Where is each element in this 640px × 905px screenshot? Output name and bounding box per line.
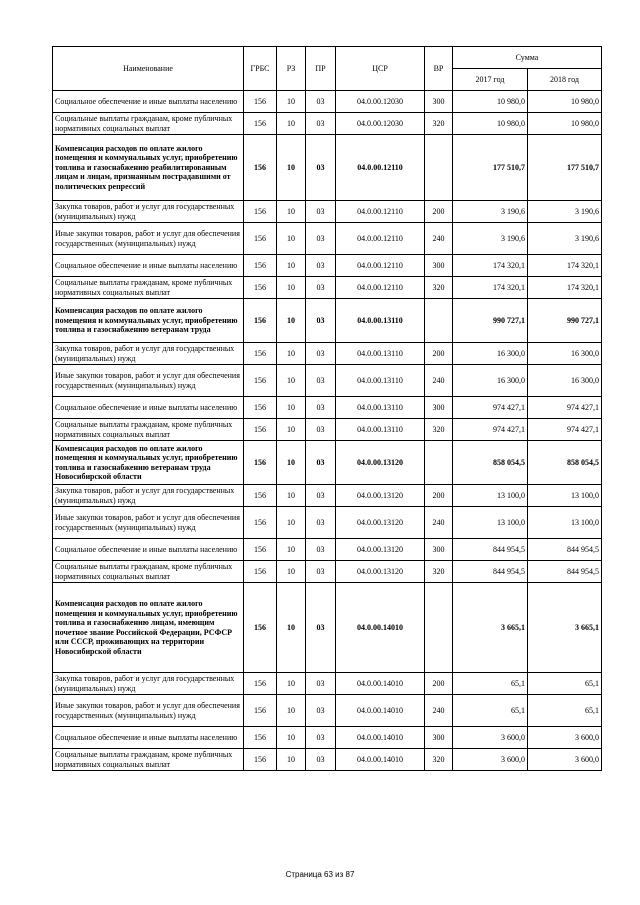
row-csr: 04.0.00.12110 bbox=[336, 135, 425, 201]
row-vr: 200 bbox=[425, 201, 453, 223]
table-row bbox=[53, 113, 602, 135]
row-pr: 03 bbox=[306, 485, 336, 507]
row-rz: 10 bbox=[277, 419, 306, 441]
table-row bbox=[53, 201, 602, 223]
row-name: Компенсация расходов по оплате жилого помещения и коммунальных услуг, приобретению топлива и газоснабжению ветеранам труда bbox=[53, 299, 244, 343]
row-grbs: 156 bbox=[244, 397, 277, 419]
row-amount-2017: 16 300,0 bbox=[453, 343, 528, 365]
row-csr: 04.0.00.13120 bbox=[336, 485, 425, 507]
row-pr: 03 bbox=[306, 419, 336, 441]
row-pr: 03 bbox=[306, 583, 336, 673]
table-row bbox=[53, 135, 602, 201]
row-amount-2017: 10 980,0 bbox=[453, 113, 528, 135]
row-vr: 240 bbox=[425, 365, 453, 397]
row-vr bbox=[425, 299, 453, 343]
table-row bbox=[53, 583, 602, 673]
row-name: Иные закупки товаров, работ и услуг для обеспечения государственных (муниципальных) нужд bbox=[53, 507, 244, 539]
header-vr: ВР bbox=[425, 47, 453, 91]
row-name: Социальное обеспечение и иные выплаты населению bbox=[53, 255, 244, 277]
row-amount-2018: 844 954,5 bbox=[528, 539, 602, 561]
row-vr: 300 bbox=[425, 255, 453, 277]
row-amount-2018: 65,1 bbox=[528, 695, 602, 727]
row-grbs: 156 bbox=[244, 365, 277, 397]
row-vr: 320 bbox=[425, 419, 453, 441]
row-amount-2017: 844 954,5 bbox=[453, 539, 528, 561]
row-vr: 320 bbox=[425, 113, 453, 135]
row-pr: 03 bbox=[306, 673, 336, 695]
row-amount-2017: 13 100,0 bbox=[453, 507, 528, 539]
row-amount-2018: 974 427,1 bbox=[528, 397, 602, 419]
table-row bbox=[53, 419, 602, 441]
row-amount-2018: 174 320,1 bbox=[528, 277, 602, 299]
row-name: Компенсация расходов по оплате жилого помещения и коммунальных услуг, приобретению топлива и газоснабжению лицам, имеющим почетное звание Российской Федерации, РСФСР или СССР, проживающих на территории Новосибирской области bbox=[53, 583, 244, 673]
row-amount-2018: 65,1 bbox=[528, 673, 602, 695]
row-csr: 04.0.00.13120 bbox=[336, 539, 425, 561]
row-vr: 240 bbox=[425, 223, 453, 255]
row-rz: 10 bbox=[277, 201, 306, 223]
row-name: Иные закупки товаров, работ и услуг для обеспечения государственных (муниципальных) нужд bbox=[53, 365, 244, 397]
row-name: Иные закупки товаров, работ и услуг для обеспечения государственных (муниципальных) нужд bbox=[53, 223, 244, 255]
row-amount-2018: 990 727,1 bbox=[528, 299, 602, 343]
row-amount-2018: 177 510,7 bbox=[528, 135, 602, 201]
table-row bbox=[53, 343, 602, 365]
row-rz: 10 bbox=[277, 365, 306, 397]
table-row bbox=[53, 485, 602, 507]
row-grbs: 156 bbox=[244, 727, 277, 749]
row-amount-2017: 3 600,0 bbox=[453, 749, 528, 771]
row-name: Социальные выплаты гражданам, кроме публичных нормативных социальных выплат bbox=[53, 113, 244, 135]
row-pr: 03 bbox=[306, 507, 336, 539]
header-pr: ПР bbox=[306, 47, 336, 91]
row-pr: 03 bbox=[306, 365, 336, 397]
row-grbs: 156 bbox=[244, 113, 277, 135]
row-name: Социальное обеспечение и иные выплаты населению bbox=[53, 727, 244, 749]
row-csr: 04.0.00.13110 bbox=[336, 343, 425, 365]
row-pr: 03 bbox=[306, 299, 336, 343]
row-vr: 200 bbox=[425, 485, 453, 507]
row-grbs: 156 bbox=[244, 539, 277, 561]
header-rz: РЗ bbox=[277, 47, 306, 91]
row-grbs: 156 bbox=[244, 673, 277, 695]
row-amount-2018: 13 100,0 bbox=[528, 507, 602, 539]
row-amount-2017: 174 320,1 bbox=[453, 255, 528, 277]
row-vr: 200 bbox=[425, 673, 453, 695]
row-csr: 04.0.00.13110 bbox=[336, 397, 425, 419]
row-amount-2017: 990 727,1 bbox=[453, 299, 528, 343]
row-grbs: 156 bbox=[244, 583, 277, 673]
row-rz: 10 bbox=[277, 749, 306, 771]
header-sum: Сумма bbox=[453, 47, 602, 69]
table-row bbox=[53, 507, 602, 539]
page-number: Страница 63 из 87 bbox=[285, 870, 355, 879]
header-csr: ЦСР bbox=[336, 47, 425, 91]
row-rz: 10 bbox=[277, 277, 306, 299]
row-pr: 03 bbox=[306, 539, 336, 561]
row-name: Социальные выплаты гражданам, кроме публичных нормативных социальных выплат bbox=[53, 561, 244, 583]
row-grbs: 156 bbox=[244, 749, 277, 771]
row-pr: 03 bbox=[306, 201, 336, 223]
row-grbs: 156 bbox=[244, 135, 277, 201]
row-grbs: 156 bbox=[244, 419, 277, 441]
row-csr: 04.0.00.14010 bbox=[336, 727, 425, 749]
row-rz: 10 bbox=[277, 397, 306, 419]
row-csr: 04.0.00.13110 bbox=[336, 299, 425, 343]
table-row bbox=[53, 539, 602, 561]
row-rz: 10 bbox=[277, 299, 306, 343]
row-amount-2018: 844 954,5 bbox=[528, 561, 602, 583]
row-amount-2018: 16 300,0 bbox=[528, 343, 602, 365]
row-name: Компенсация расходов по оплате жилого помещения и коммунальных услуг, приобретению топлива и газоснабжению ветеранам труда Новосибирской области bbox=[53, 441, 244, 485]
row-rz: 10 bbox=[277, 113, 306, 135]
row-vr: 300 bbox=[425, 727, 453, 749]
row-amount-2017: 974 427,1 bbox=[453, 397, 528, 419]
row-pr: 03 bbox=[306, 135, 336, 201]
row-csr: 04.0.00.12110 bbox=[336, 277, 425, 299]
row-vr: 200 bbox=[425, 343, 453, 365]
row-amount-2017: 3 600,0 bbox=[453, 727, 528, 749]
row-vr: 320 bbox=[425, 277, 453, 299]
row-name: Закупка товаров, работ и услуг для государственных (муниципальных) нужд bbox=[53, 485, 244, 507]
row-pr: 03 bbox=[306, 397, 336, 419]
row-vr: 240 bbox=[425, 507, 453, 539]
row-csr: 04.0.00.13110 bbox=[336, 365, 425, 397]
row-rz: 10 bbox=[277, 583, 306, 673]
row-csr: 04.0.00.12110 bbox=[336, 223, 425, 255]
row-pr: 03 bbox=[306, 343, 336, 365]
row-amount-2018: 16 300,0 bbox=[528, 365, 602, 397]
row-name: Социальные выплаты гражданам, кроме публичных нормативных социальных выплат bbox=[53, 749, 244, 771]
row-amount-2018: 10 980,0 bbox=[528, 113, 602, 135]
table-row bbox=[53, 255, 602, 277]
table-row bbox=[53, 749, 602, 771]
row-amount-2018: 974 427,1 bbox=[528, 419, 602, 441]
table-row bbox=[53, 673, 602, 695]
row-amount-2017: 974 427,1 bbox=[453, 419, 528, 441]
row-amount-2017: 65,1 bbox=[453, 673, 528, 695]
row-amount-2017: 177 510,7 bbox=[453, 135, 528, 201]
row-grbs: 156 bbox=[244, 441, 277, 485]
row-amount-2017: 13 100,0 bbox=[453, 485, 528, 507]
row-csr: 04.0.00.12030 bbox=[336, 91, 425, 113]
row-rz: 10 bbox=[277, 135, 306, 201]
row-pr: 03 bbox=[306, 223, 336, 255]
table-row bbox=[53, 561, 602, 583]
row-csr: 04.0.00.14010 bbox=[336, 749, 425, 771]
row-csr: 04.0.00.13120 bbox=[336, 561, 425, 583]
row-vr bbox=[425, 135, 453, 201]
row-grbs: 156 bbox=[244, 299, 277, 343]
row-grbs: 156 bbox=[244, 255, 277, 277]
row-vr: 320 bbox=[425, 561, 453, 583]
table-row bbox=[53, 299, 602, 343]
row-pr: 03 bbox=[306, 749, 336, 771]
row-amount-2017: 174 320,1 bbox=[453, 277, 528, 299]
row-amount-2018: 3 190,6 bbox=[528, 223, 602, 255]
budget-table bbox=[52, 46, 602, 771]
row-vr bbox=[425, 441, 453, 485]
row-pr: 03 bbox=[306, 695, 336, 727]
row-amount-2017: 3 665,1 bbox=[453, 583, 528, 673]
row-rz: 10 bbox=[277, 561, 306, 583]
row-rz: 10 bbox=[277, 255, 306, 277]
row-name: Социальное обеспечение и иные выплаты населению bbox=[53, 539, 244, 561]
table-row bbox=[53, 695, 602, 727]
row-rz: 10 bbox=[277, 507, 306, 539]
row-amount-2018: 174 320,1 bbox=[528, 255, 602, 277]
row-amount-2018: 10 980,0 bbox=[528, 91, 602, 113]
row-amount-2018: 858 054,5 bbox=[528, 441, 602, 485]
header-name: Наименование bbox=[53, 47, 244, 91]
table-row bbox=[53, 727, 602, 749]
row-grbs: 156 bbox=[244, 277, 277, 299]
row-grbs: 156 bbox=[244, 223, 277, 255]
row-amount-2017: 858 054,5 bbox=[453, 441, 528, 485]
row-grbs: 156 bbox=[244, 507, 277, 539]
row-amount-2017: 3 190,6 bbox=[453, 201, 528, 223]
table-row bbox=[53, 397, 602, 419]
row-name: Закупка товаров, работ и услуг для государственных (муниципальных) нужд bbox=[53, 201, 244, 223]
table-row bbox=[53, 277, 602, 299]
row-name: Закупка товаров, работ и услуг для государственных (муниципальных) нужд bbox=[53, 343, 244, 365]
row-csr: 04.0.00.12030 bbox=[336, 113, 425, 135]
row-pr: 03 bbox=[306, 441, 336, 485]
row-csr: 04.0.00.13120 bbox=[336, 441, 425, 485]
row-grbs: 156 bbox=[244, 561, 277, 583]
row-rz: 10 bbox=[277, 91, 306, 113]
row-vr: 300 bbox=[425, 91, 453, 113]
row-name: Иные закупки товаров, работ и услуг для обеспечения государственных (муниципальных) нужд bbox=[53, 695, 244, 727]
row-rz: 10 bbox=[277, 441, 306, 485]
row-csr: 04.0.00.14010 bbox=[336, 583, 425, 673]
row-grbs: 156 bbox=[244, 201, 277, 223]
row-name: Компенсация расходов по оплате жилого помещения и коммунальных услуг, приобретению топлива и газоснабжению реабилитированным лицам и лицам, признанным пострадавшими от политических репрессий bbox=[53, 135, 244, 201]
row-pr: 03 bbox=[306, 113, 336, 135]
row-amount-2018: 3 665,1 bbox=[528, 583, 602, 673]
row-pr: 03 bbox=[306, 561, 336, 583]
row-rz: 10 bbox=[277, 343, 306, 365]
row-amount-2017: 3 190,6 bbox=[453, 223, 528, 255]
row-csr: 04.0.00.14010 bbox=[336, 695, 425, 727]
row-pr: 03 bbox=[306, 255, 336, 277]
row-amount-2018: 3 190,6 bbox=[528, 201, 602, 223]
row-name: Социальные выплаты гражданам, кроме публичных нормативных социальных выплат bbox=[53, 277, 244, 299]
row-amount-2017: 10 980,0 bbox=[453, 91, 528, 113]
header-year-2018: 2018 год bbox=[528, 69, 602, 91]
row-rz: 10 bbox=[277, 673, 306, 695]
row-name: Социальное обеспечение и иные выплаты населению bbox=[53, 91, 244, 113]
row-csr: 04.0.00.12110 bbox=[336, 255, 425, 277]
row-amount-2018: 3 600,0 bbox=[528, 749, 602, 771]
row-amount-2017: 844 954,5 bbox=[453, 561, 528, 583]
row-amount-2018: 3 600,0 bbox=[528, 727, 602, 749]
row-rz: 10 bbox=[277, 223, 306, 255]
row-name: Социальные выплаты гражданам, кроме публичных нормативных социальных выплат bbox=[53, 419, 244, 441]
table-row bbox=[53, 441, 602, 485]
row-vr: 300 bbox=[425, 539, 453, 561]
row-vr: 320 bbox=[425, 749, 453, 771]
table-body bbox=[53, 91, 602, 771]
row-pr: 03 bbox=[306, 277, 336, 299]
row-grbs: 156 bbox=[244, 485, 277, 507]
table-header bbox=[53, 47, 602, 91]
row-rz: 10 bbox=[277, 727, 306, 749]
row-pr: 03 bbox=[306, 727, 336, 749]
row-rz: 10 bbox=[277, 539, 306, 561]
row-grbs: 156 bbox=[244, 343, 277, 365]
row-grbs: 156 bbox=[244, 91, 277, 113]
header-grbs: ГРБС bbox=[244, 47, 277, 91]
row-vr: 300 bbox=[425, 397, 453, 419]
table-row bbox=[53, 91, 602, 113]
row-csr: 04.0.00.13120 bbox=[336, 507, 425, 539]
row-csr: 04.0.00.12110 bbox=[336, 201, 425, 223]
row-name: Социальное обеспечение и иные выплаты населению bbox=[53, 397, 244, 419]
row-pr: 03 bbox=[306, 91, 336, 113]
header-year-2017: 2017 год bbox=[453, 69, 528, 91]
row-csr: 04.0.00.14010 bbox=[336, 673, 425, 695]
row-grbs: 156 bbox=[244, 695, 277, 727]
row-amount-2017: 65,1 bbox=[453, 695, 528, 727]
row-vr bbox=[425, 583, 453, 673]
row-rz: 10 bbox=[277, 485, 306, 507]
row-amount-2018: 13 100,0 bbox=[528, 485, 602, 507]
row-vr: 240 bbox=[425, 695, 453, 727]
row-csr: 04.0.00.13110 bbox=[336, 419, 425, 441]
table-row bbox=[53, 365, 602, 397]
row-rz: 10 bbox=[277, 695, 306, 727]
table-row bbox=[53, 223, 602, 255]
row-amount-2017: 16 300,0 bbox=[453, 365, 528, 397]
row-name: Закупка товаров, работ и услуг для государственных (муниципальных) нужд bbox=[53, 673, 244, 695]
